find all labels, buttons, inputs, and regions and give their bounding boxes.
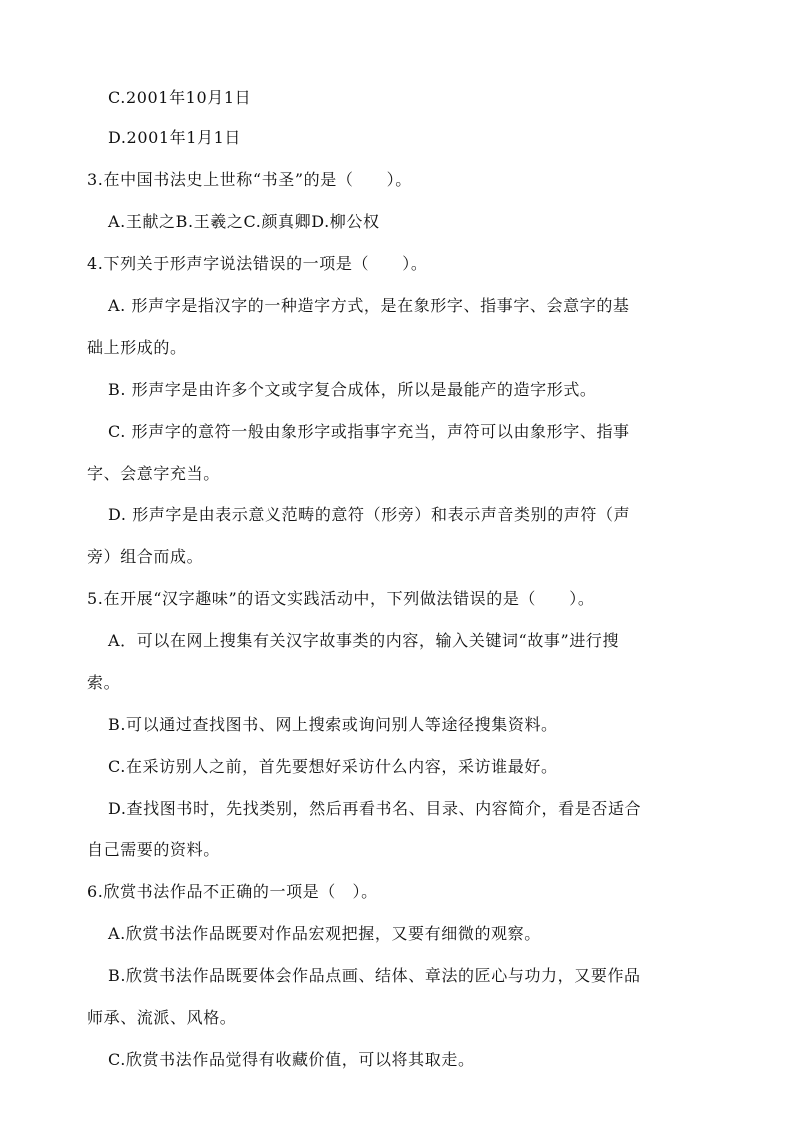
option-c-q6: C.欣赏书法作品觉得有收藏价值，可以将其取走。 [108, 1050, 475, 1069]
option-c-q4-continued: 字、会意字充当。 [87, 464, 220, 483]
option-a-q4: A. 形声字是指汉字的一种造字方式，是在象形字、指事字、会意字的基 [108, 296, 630, 315]
question-4: 4.下列关于形声字说法错误的一项是（ ）。 [87, 254, 428, 273]
option-b-q5: B.可以通过查找图书、网上搜索或询问别人等途径搜集资料。 [108, 715, 558, 734]
options-q3: A.王献之B.王羲之C.颜真卿D.柳公权 [108, 212, 380, 231]
option-a-q5-continued: 索。 [87, 673, 121, 692]
option-d-q4-continued: 旁）组合而成。 [87, 547, 204, 566]
question-3: 3.在中国书法史上世称“书圣”的是（ ）。 [87, 170, 412, 189]
option-c-q4: C. 形声字的意符一般由象形字或指事字充当，声符可以由象形字、指事 [108, 422, 630, 441]
option-d-q5-continued: 自己需要的资料。 [87, 840, 220, 859]
option-a-q5: A．可以在网上搜集有关汉字故事类的内容，输入关键词“故事”进行搜 [108, 631, 620, 650]
question-6: 6.欣赏书法作品不正确的一项是（ ）。 [87, 882, 378, 901]
option-a-q4-continued: 础上形成的。 [87, 338, 187, 357]
option-d-q2: D.2001年1月1日 [108, 128, 242, 147]
option-b-q6: B.欣赏书法作品既要体会作品点画、结体、章法的匠心与功力，又要作品 [108, 966, 641, 985]
option-b-q6-continued: 师承、流派、风格。 [87, 1008, 237, 1027]
option-a-q6: A.欣赏书法作品既要对作品宏观把握，又要有细微的观察。 [108, 924, 541, 943]
option-b-q4: B. 形声字是由许多个文或字复合成体，所以是最能产的造字形式。 [108, 380, 597, 399]
option-c-q2: C.2001年10月1日 [108, 88, 252, 107]
question-5: 5.在开展“汉字趣味”的语文实践活动中，下列做法错误的是（ ）。 [87, 589, 595, 608]
option-c-q5: C.在采访别人之前，首先要想好采访什么内容，采访谁最好。 [108, 757, 558, 776]
option-d-q5: D.查找图书时，先找类别，然后再看书名、目录、内容简介，看是否适合 [108, 799, 642, 818]
option-d-q4: D. 形声字是由表示意义范畴的意符（形旁）和表示声音类别的声符（声 [108, 505, 631, 524]
